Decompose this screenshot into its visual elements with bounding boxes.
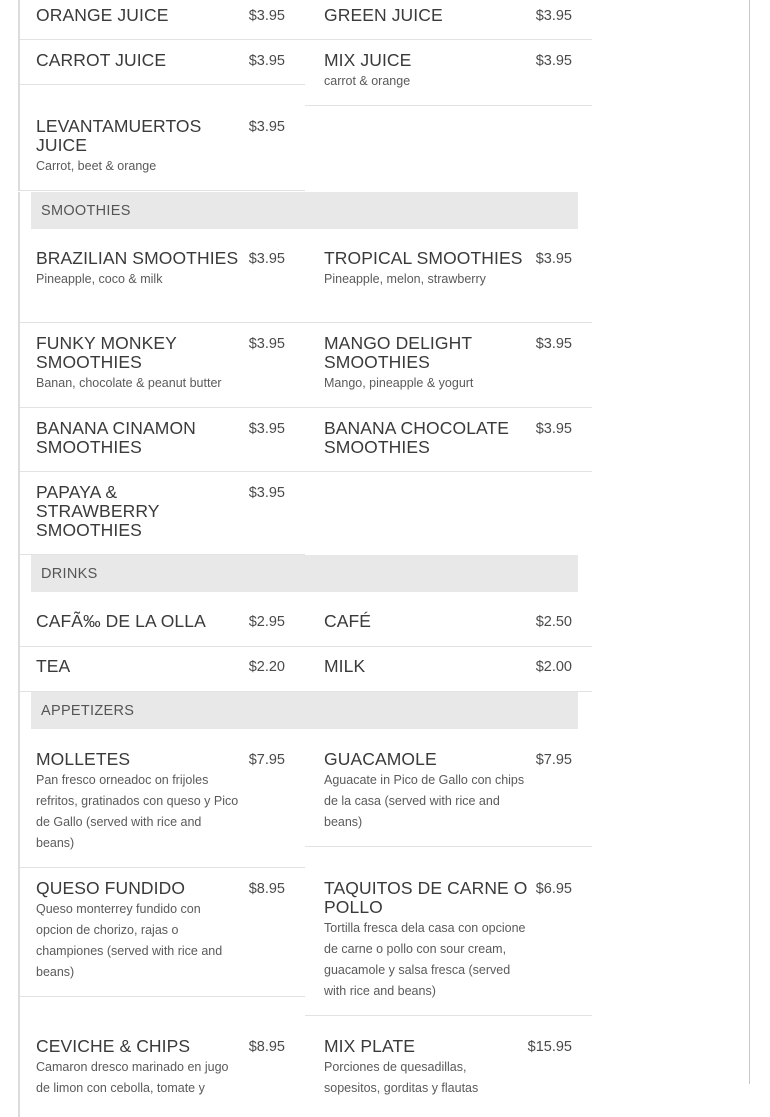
menu-row — [18, 0, 593, 40]
menu-item[interactable] — [20, 408, 305, 472]
menu-item[interactable] — [20, 647, 305, 692]
item-price: $3.95 — [535, 251, 572, 267]
item-name: FUNKY MONKEY SMOOTHIES — [36, 333, 177, 372]
menu-item[interactable] — [305, 408, 592, 472]
item-name: CAFÉ — [324, 611, 372, 631]
menu-item[interactable] — [20, 0, 305, 40]
menu-list — [18, 0, 593, 1117]
item-price: $7.95 — [535, 752, 572, 768]
item-description: Porciones de quesadillas, sopesitos, gorditas y flautas — [324, 1060, 479, 1095]
item-price: $3.95 — [535, 421, 572, 437]
item-description: Aguacate in Pico de Gallo con chips de la casa (served with rice and beans) — [324, 773, 525, 829]
menu-col-left — [18, 472, 305, 555]
menu-col-left — [18, 868, 305, 1016]
page-border — [749, 0, 750, 1084]
menu-col-right — [305, 40, 592, 106]
item-price: $2.95 — [248, 614, 285, 630]
item-name: MOLLETES — [36, 749, 131, 769]
item-name: BANANA CHOCOLATE SMOOTHIES — [324, 418, 510, 457]
item-price: $3.95 — [535, 53, 572, 69]
item-price: $6.95 — [535, 881, 572, 897]
menu-col-right — [305, 472, 592, 555]
menu-item[interactable] — [305, 647, 592, 692]
menu-item[interactable] — [20, 472, 305, 555]
item-price: $3.95 — [535, 8, 572, 24]
item-name: MIX JUICE — [324, 50, 412, 70]
menu-row — [18, 472, 593, 555]
item-price: $3.95 — [248, 53, 285, 69]
item-name: QUESO FUNDIDO — [36, 878, 186, 898]
item-price: $15.95 — [527, 1039, 572, 1055]
item-price: $8.95 — [248, 1039, 285, 1055]
menu-item[interactable] — [20, 592, 305, 647]
menu-item[interactable] — [20, 40, 305, 85]
menu-col-left — [18, 647, 305, 692]
section-header — [18, 555, 593, 592]
item-name: LEVANTAMUERTOS JUICE — [36, 116, 202, 155]
menu-row — [18, 868, 593, 1016]
item-name: TAQUITOS DE CARNE O POLLO — [324, 878, 528, 917]
menu-item[interactable] — [20, 323, 305, 408]
item-name: TEA — [36, 656, 71, 676]
item-price: $3.95 — [535, 336, 572, 352]
menu-col-right — [305, 408, 592, 472]
section-title: SMOOTHIES — [31, 192, 578, 229]
item-description: Pineapple, melon, strawberry — [324, 272, 486, 286]
menu-item[interactable] — [305, 592, 592, 647]
menu-col-right — [305, 592, 592, 647]
menu-col-left — [18, 592, 305, 647]
item-price: $7.95 — [248, 752, 285, 768]
menu-row — [18, 997, 593, 1117]
menu-row — [18, 592, 593, 647]
menu-item[interactable] — [305, 323, 592, 408]
item-description: Pineapple, coco & milk — [36, 272, 163, 286]
menu-row — [18, 229, 593, 323]
menu-item[interactable] — [20, 997, 305, 1117]
item-description: Pan fresco orneadoc on frijoles refritos, gratinados con queso y Pico de Gallo (served with rice and beans) — [36, 773, 239, 850]
menu-item[interactable] — [305, 0, 592, 40]
item-price: $2.00 — [535, 659, 572, 675]
menu-col-left — [18, 229, 305, 323]
section-title: APPETIZERS — [31, 692, 578, 729]
item-description: Tortilla fresca dela casa con opcione de carne o pollo con sour cream, guacamole y salsa fresca (served with rice and beans) — [324, 921, 526, 998]
item-price: $3.95 — [248, 8, 285, 24]
item-name: BRAZILIAN SMOOTHIES — [36, 248, 239, 268]
menu-item[interactable] — [20, 868, 305, 997]
menu-row — [18, 323, 593, 408]
item-name: GUACAMOLE — [324, 749, 437, 769]
menu-col-right — [305, 229, 592, 323]
item-price: $2.20 — [248, 659, 285, 675]
menu-item[interactable] — [20, 229, 305, 323]
item-name: CARROT JUICE — [36, 50, 167, 70]
menu-col-left — [18, 323, 305, 408]
item-description: carrot & orange — [324, 74, 411, 88]
item-price: $8.95 — [248, 881, 285, 897]
item-price: $3.95 — [248, 119, 285, 135]
item-name: GREEN JUICE — [324, 5, 443, 25]
item-price: $3.95 — [248, 485, 285, 501]
item-name: CEVICHE & CHIPS — [36, 1036, 191, 1056]
item-description: Queso monterrey fundido con opcion de chorizo, rajas o championes (served with rice and beans) — [36, 902, 223, 979]
item-price: $3.95 — [248, 336, 285, 352]
menu-col-left — [18, 408, 305, 472]
menu-col-left — [18, 997, 305, 1117]
menu-item[interactable] — [305, 847, 592, 1016]
section-title: DRINKS — [31, 555, 578, 592]
menu-col-right — [305, 0, 592, 40]
menu-col-right — [305, 647, 592, 692]
item-name: MANGO DELIGHT SMOOTHIES — [324, 333, 472, 372]
item-name: PAPAYA & STRAWBERRY SMOOTHIES — [36, 482, 160, 540]
section-header — [18, 192, 593, 229]
item-name: TROPICAL SMOOTHIES — [324, 248, 523, 268]
menu-item[interactable] — [305, 40, 592, 106]
menu-row — [18, 647, 593, 692]
item-name: MILK — [324, 656, 366, 676]
item-description: Mango, pineapple & yogurt — [324, 376, 474, 390]
menu-item[interactable] — [305, 729, 592, 847]
menu-col-right — [305, 323, 592, 408]
menu-col-left — [18, 729, 305, 868]
item-description: Banan, chocolate & peanut butter — [36, 376, 222, 390]
menu-row — [18, 408, 593, 472]
item-price: $3.95 — [248, 251, 285, 267]
menu-col-left — [18, 0, 305, 40]
menu-item[interactable] — [20, 729, 305, 868]
menu-item[interactable] — [305, 997, 592, 1117]
item-description: Camaron dresco marinado en jugo de limon con cebolla, tomate y — [36, 1060, 229, 1095]
item-name: CAFÃ‰ DE LA OLLA — [36, 611, 206, 631]
menu-col-right — [305, 868, 592, 1016]
menu-item[interactable] — [305, 229, 592, 323]
item-price: $2.50 — [535, 614, 572, 630]
menu-item[interactable] — [20, 85, 305, 191]
menu-col-left — [18, 85, 305, 191]
section-header — [18, 692, 593, 729]
item-name: MIX PLATE — [324, 1036, 416, 1056]
item-name: BANANA CINAMON SMOOTHIES — [36, 418, 196, 457]
item-description: Carrot, beet & orange — [36, 159, 157, 173]
menu-col-right — [305, 997, 592, 1117]
item-name: ORANGE JUICE — [36, 5, 169, 25]
item-price: $3.95 — [248, 421, 285, 437]
